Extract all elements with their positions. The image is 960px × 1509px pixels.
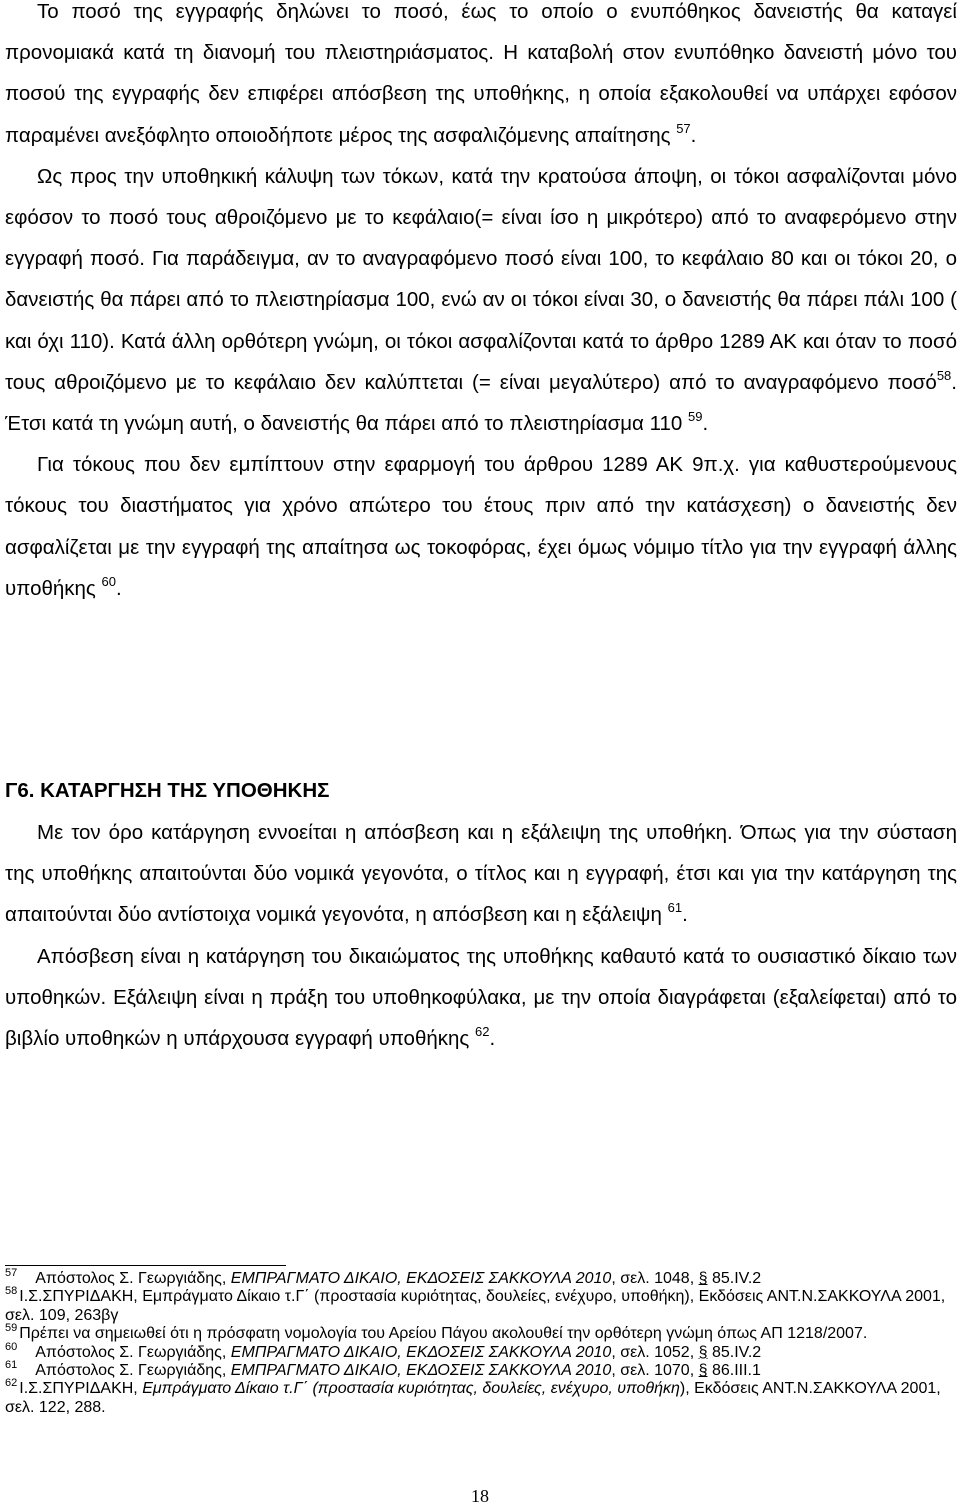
paragraph-5-end: . bbox=[489, 1027, 496, 1051]
paragraph-5-text: Απόσβεση είναι η κατάργηση του δικαιώματος της υποθήκης καθαυτό κατά το ουσιαστικό δίκαιο των υποθηκών. Εξάλειψη είναι η πράξη του υποθηκοφύλακα, με την οποία διαγράφεται (εξαλείφεται) από το βιβλίο υποθηκών η υπάρχουσα εγγραφή υποθήκης bbox=[5, 944, 957, 1051]
paragraph-1 bbox=[5, 0, 957, 156]
footnote-text: Πρέπει να σημειωθεί ότι η πρόσφατη νομολογία του Αρείου Πάγου ακολουθεί την ορθότερη γνώμη όπως ΑΠ 1218/2007. bbox=[19, 1325, 868, 1343]
footnote-number: 59 bbox=[5, 1322, 18, 1335]
footnote-ref-61[interactable]: 61 bbox=[667, 900, 683, 916]
footnote-text: Ι.Σ.ΣΠΥΡΙΔΑΚΗ, Εμπράγματο Δίκαιο τ.Γ΄ (προστασία κυριότητας, δουλείες, ενέχυρο, υποθήκη), Εκδόσεις ΑΝΤ.Ν.ΣΑΚΚΟΥΛΑ 2001, σελ. 109, 263βγ bbox=[5, 1288, 946, 1324]
paragraph-3 bbox=[5, 444, 957, 609]
footnote-text: 86.ΙΙΙ.1 bbox=[707, 1362, 761, 1380]
paragraph-2-mid: . Έτσι κατά τη γνώμη αυτή, ο δανειστής θα πάρει από το πλειστηρίασμα 110 bbox=[5, 370, 957, 436]
footnote-text: , σελ. 1070, bbox=[611, 1362, 699, 1380]
footnote-62 bbox=[5, 1377, 947, 1417]
paragraph-2-text: Ως προς την υποθηκική κάλυψη των τόκων, κατά την κρατούσα άποψη, οι τόκοι ασφαλίζονται μόνο εφόσον το ποσό τους αθροιζόμενο με το κεφάλαιο(= είναι ίσο η μικρότερο) από το αναφερόμενο στην εγγραφή ποσό. Για παράδειγμα, αν το αναγραφόμενο ποσό είναι 100, το κεφάλαιο 80 και οι τόκοι 20, ο δανειστής θα πάρει από το πλειστηρίασμα 100, ενώ αν οι τόκοι είναι 30, ο δανειστής θα πάρει πάλι 100 ( και όχι 110). Κατά άλλη ορθότερη γνώμη, οι τόκοι ασφαλίζονται κατά το άρθρο 1289 ΑΚ και όταν το ποσό τους αθροιζόμενο με το κεφάλαιο δεν καλύπτεται (= είναι μεγαλύτερο) από το αναγραφόμενο ποσό bbox=[5, 164, 957, 394]
footnote-title: ΕΜΠΡΑΓΜΑΤΟ ΔΙΚΑΙΟ, ΕΚΔΟΣΕΙΣ ΣΑΚΚΟΥΛΑ 2010 bbox=[230, 1362, 612, 1380]
paragraph-3-end: . bbox=[115, 576, 122, 600]
paragraph-4 bbox=[5, 812, 957, 936]
paragraph-4-text: Με τον όρο κατάργηση εννοείται η απόσβεση και η εξάλειψη της υποθήκη. Όπως για την σύσταση της υποθήκης απαιτούνται δύο νομικά γεγονότα, ο τίτλος και η εγγραφή, έτσι και για την κατάργηση της απαιτούνται δύο αντίστοιχα νομικά γεγονότα, η απόσβεση και η εξάλειψη bbox=[5, 821, 957, 927]
page-number: 18 bbox=[471, 1486, 489, 1506]
section-symbol: § bbox=[698, 1362, 708, 1380]
footnote-text: 85.IV.2 bbox=[707, 1270, 762, 1287]
footnote-57 bbox=[5, 1267, 947, 1288]
paragraph-1-end: . bbox=[690, 123, 697, 147]
footnote-number: 61 bbox=[5, 1359, 18, 1372]
footnote-text: ), Εκδόσεις ΑΝΤ.Ν.ΣΑΚΚΟΥΛΑ 2001, σελ. 122, 288. bbox=[5, 1380, 941, 1416]
footnote-59 bbox=[5, 1322, 947, 1343]
footnote-title: ΕΜΠΡΑΓΜΑΤΟ ΔΙΚΑΙΟ, ΕΚΔΟΣΕΙΣ ΣΑΚΚΟΥΛΑ 2010 bbox=[230, 1270, 612, 1287]
footnote-number: 58 bbox=[5, 1285, 18, 1298]
paragraph-4-end: . bbox=[682, 903, 688, 927]
footnote-text: 85.IV.2 bbox=[707, 1343, 762, 1361]
footnote-60 bbox=[5, 1340, 947, 1362]
footnote-ref-60[interactable]: 60 bbox=[101, 573, 116, 589]
footnote-ref-57[interactable]: 57 bbox=[676, 120, 691, 136]
paragraph-2 bbox=[5, 156, 957, 444]
paragraph-1-text: Το ποσό της εγγραφής δηλώνει το ποσό, έως το οποίο ο ενυπόθηκος δανειστής θα καταγεί προνομιακά κατά τη διανομή του πλειστηριάσματος. Η καταβολή στον ενυπόθηκο δανειστή μόνο του ποσού της εγγραφής δεν επιφέρει απόσβεση της υποθήκης, η οποία εξακολουθεί να υπάρχει εφόσον παραμένει ανεξόφλητο οποιοδήποτε μέρος της ασφαλιζόμενης απαίτησης bbox=[5, 0, 957, 147]
section-symbol: § bbox=[698, 1270, 708, 1287]
footnote-text: , σελ. 1052, bbox=[611, 1343, 699, 1361]
footnote-ref-62[interactable]: 62 bbox=[475, 1024, 490, 1040]
footnote-number: 57 bbox=[5, 1267, 18, 1279]
footnote-ref-59[interactable]: 59 bbox=[687, 409, 703, 425]
footnote-58 bbox=[5, 1285, 947, 1325]
footnote-61 bbox=[5, 1359, 947, 1380]
section-symbol: § bbox=[698, 1343, 708, 1361]
paragraph-5 bbox=[5, 936, 957, 1060]
paragraph-2-end: . bbox=[702, 412, 709, 436]
body-upper bbox=[5, 0, 957, 609]
footnote-ref-58[interactable]: 58 bbox=[936, 367, 952, 383]
footnote-number: 62 bbox=[5, 1377, 18, 1390]
footnotes bbox=[5, 1267, 947, 1417]
footnote-number: 60 bbox=[5, 1340, 18, 1353]
footnote-separator bbox=[5, 1265, 286, 1266]
body-lower bbox=[5, 812, 957, 1059]
footnote-text: Απόστολος Σ. Γεωργιάδης, bbox=[35, 1343, 231, 1361]
footnote-text: Απόστολος Σ. Γεωργιάδης, bbox=[35, 1270, 231, 1287]
footnote-title: Εμπράγματο Δίκαιο τ.Γ΄ (προστασία κυριότητας, δουλείες, ενέχυρο, υποθήκη bbox=[142, 1380, 680, 1398]
section-heading: Γ6. ΚΑΤΑΡΓΗΣΗ ΤΗΣ ΥΠΟΘΗΚΗΣ bbox=[5, 779, 330, 802]
footnote-text: , σελ. 1048, bbox=[611, 1270, 699, 1287]
paragraph-3-text: Για τόκους που δεν εμπίπτουν στην εφαρμογή του άρθρου 1289 ΑΚ 9π.χ. για καθυστερούμενους τόκους του διαστήματος για χρόνο απώτερο του έτους πριν από την κατάσχεση) ο δανειστής δεν ασφαλίζεται με την εγγραφή της απαίτησα ως τοκοφόρας, έχει όμως νόμιμο τίτλο για την εγγραφή άλλης υποθήκης bbox=[5, 453, 957, 600]
footnote-text: Απόστολος Σ. Γεωργιάδης, bbox=[35, 1362, 231, 1380]
footnote-text: Ι.Σ.ΣΠΥΡΙΔΑΚΗ, bbox=[19, 1380, 143, 1398]
footnote-title: ΕΜΠΡΑΓΜΑΤΟ ΔΙΚΑΙΟ, ΕΚΔΟΣΕΙΣ ΣΑΚΚΟΥΛΑ 2010 bbox=[230, 1343, 612, 1361]
